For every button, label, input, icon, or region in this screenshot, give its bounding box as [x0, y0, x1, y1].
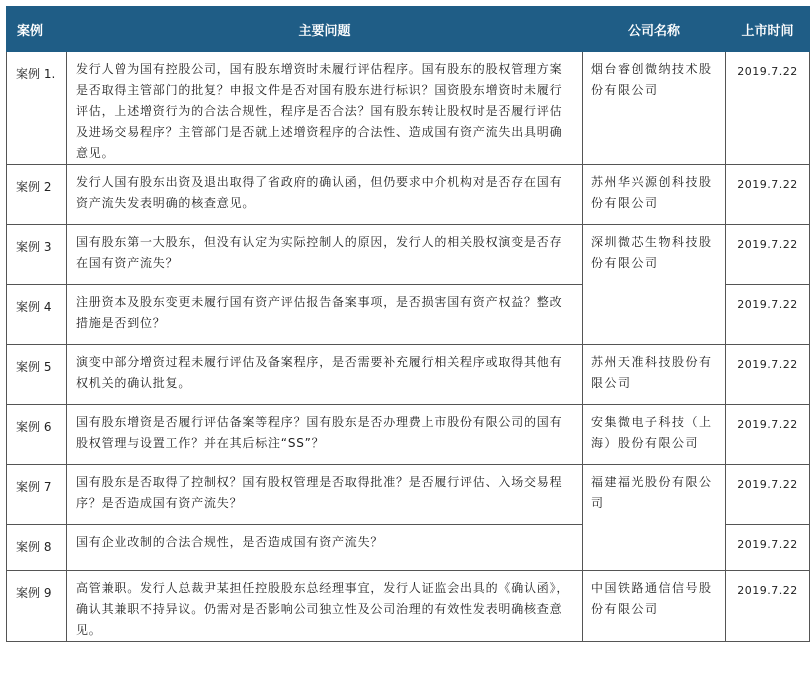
date-cell: 2019.7.22: [726, 465, 810, 525]
issue-cell: 注册资本及股东变更未履行国有资产评估报告备案事项，是否损害国有资产权益？整改措施是否到位？: [67, 285, 583, 345]
issue-cell: 发行人曾为国有控股公司，国有股东增资时未履行评估程序。国有股东的股权管理方案是否取得主管部门的批复？申报文件是否对国有股东进行标识？国资股东增资时未履行评估，上述增资行为的合法合规性，程序是否合法？国有股东转让股权时是否履行评估及进场交易程序？主管部门是否就上述增资程序的合法性、造成国有资产流失出具明确意见。: [67, 52, 583, 165]
company-cell: 中国铁路通信信号股份有限公司: [583, 571, 726, 642]
company-cell: 深圳微芯生物科技股份有限公司: [583, 225, 726, 345]
table-row: [7, 571, 810, 642]
date-cell: 2019.7.22: [726, 165, 810, 225]
table-row: [7, 465, 810, 525]
header-issue: 主要问题: [67, 7, 583, 52]
issue-cell: 演变中部分增资过程未履行评估及备案程序，是否需要补充履行相关程序或取得其他有权机关的确认批复。: [67, 345, 583, 405]
company-cell: 安集微电子科技（上海）股份有限公司: [583, 405, 726, 465]
table-row: [7, 405, 810, 465]
case-cell: 案例 4: [7, 285, 67, 345]
case-cell: 案例 6: [7, 405, 67, 465]
issue-cell: 国有股东增资是否履行评估备案等程序？国有股东是否办理费上市股份有限公司的国有股权管理与设置工作？并在其后标注“SS”？: [67, 405, 583, 465]
case-cell: 案例 3: [7, 225, 67, 285]
case-cell: 案例 2: [7, 165, 67, 225]
date-cell: 2019.7.22: [726, 405, 810, 465]
case-cell: 案例 1.: [7, 52, 67, 165]
issue-cell: 国有股东第一大股东，但没有认定为实际控制人的原因，发行人的相关股权演变是否存在国有资产流失？: [67, 225, 583, 285]
date-cell: 2019.7.22: [726, 571, 810, 642]
case-cell: 案例 8: [7, 525, 67, 571]
case-cell: 案例 7: [7, 465, 67, 525]
date-cell: 2019.7.22: [726, 52, 810, 165]
case-cell: 案例 5: [7, 345, 67, 405]
date-cell: 2019.7.22: [726, 285, 810, 345]
header-company: 公司名称: [583, 7, 726, 52]
company-cell: 烟台睿创微纳技术股份有限公司: [583, 52, 726, 165]
company-cell: 福建福光股份有限公司: [583, 465, 726, 571]
date-cell: 2019.7.22: [726, 345, 810, 405]
issue-cell: 高管兼职。发行人总裁尹某担任控股股东总经理事宜，发行人证监会出具的《确认函》，确认其兼职不持异议。仍需对是否影响公司独立性及公司治理的有效性发表明确核查意见。: [67, 571, 583, 642]
table-row: [7, 225, 810, 285]
issue-cell: 国有股东是否取得了控制权？国有股权管理是否取得批准？是否履行评估、入场交易程序？是否造成国有资产流失？: [67, 465, 583, 525]
case-cell: 案例 9: [7, 571, 67, 642]
date-cell: 2019.7.22: [726, 525, 810, 571]
company-cell: 苏州华兴源创科技股份有限公司: [583, 165, 726, 225]
issue-cell: 国有企业改制的合法合规性，是否造成国有资产流失？: [67, 525, 583, 571]
table-row: [7, 52, 810, 165]
company-cell: 苏州天准科技股份有限公司: [583, 345, 726, 405]
date-cell: 2019.7.22: [726, 225, 810, 285]
header-date: 上市时间: [726, 7, 810, 52]
header-case: 案例: [7, 7, 67, 52]
case-table: [6, 6, 810, 642]
table-row: [7, 345, 810, 405]
issue-cell: 发行人国有股东出资及退出取得了省政府的确认函，但仍要求中介机构对是否存在国有资产流失发表明确的核查意见。: [67, 165, 583, 225]
header-row: [7, 7, 810, 52]
table-row: [7, 165, 810, 225]
